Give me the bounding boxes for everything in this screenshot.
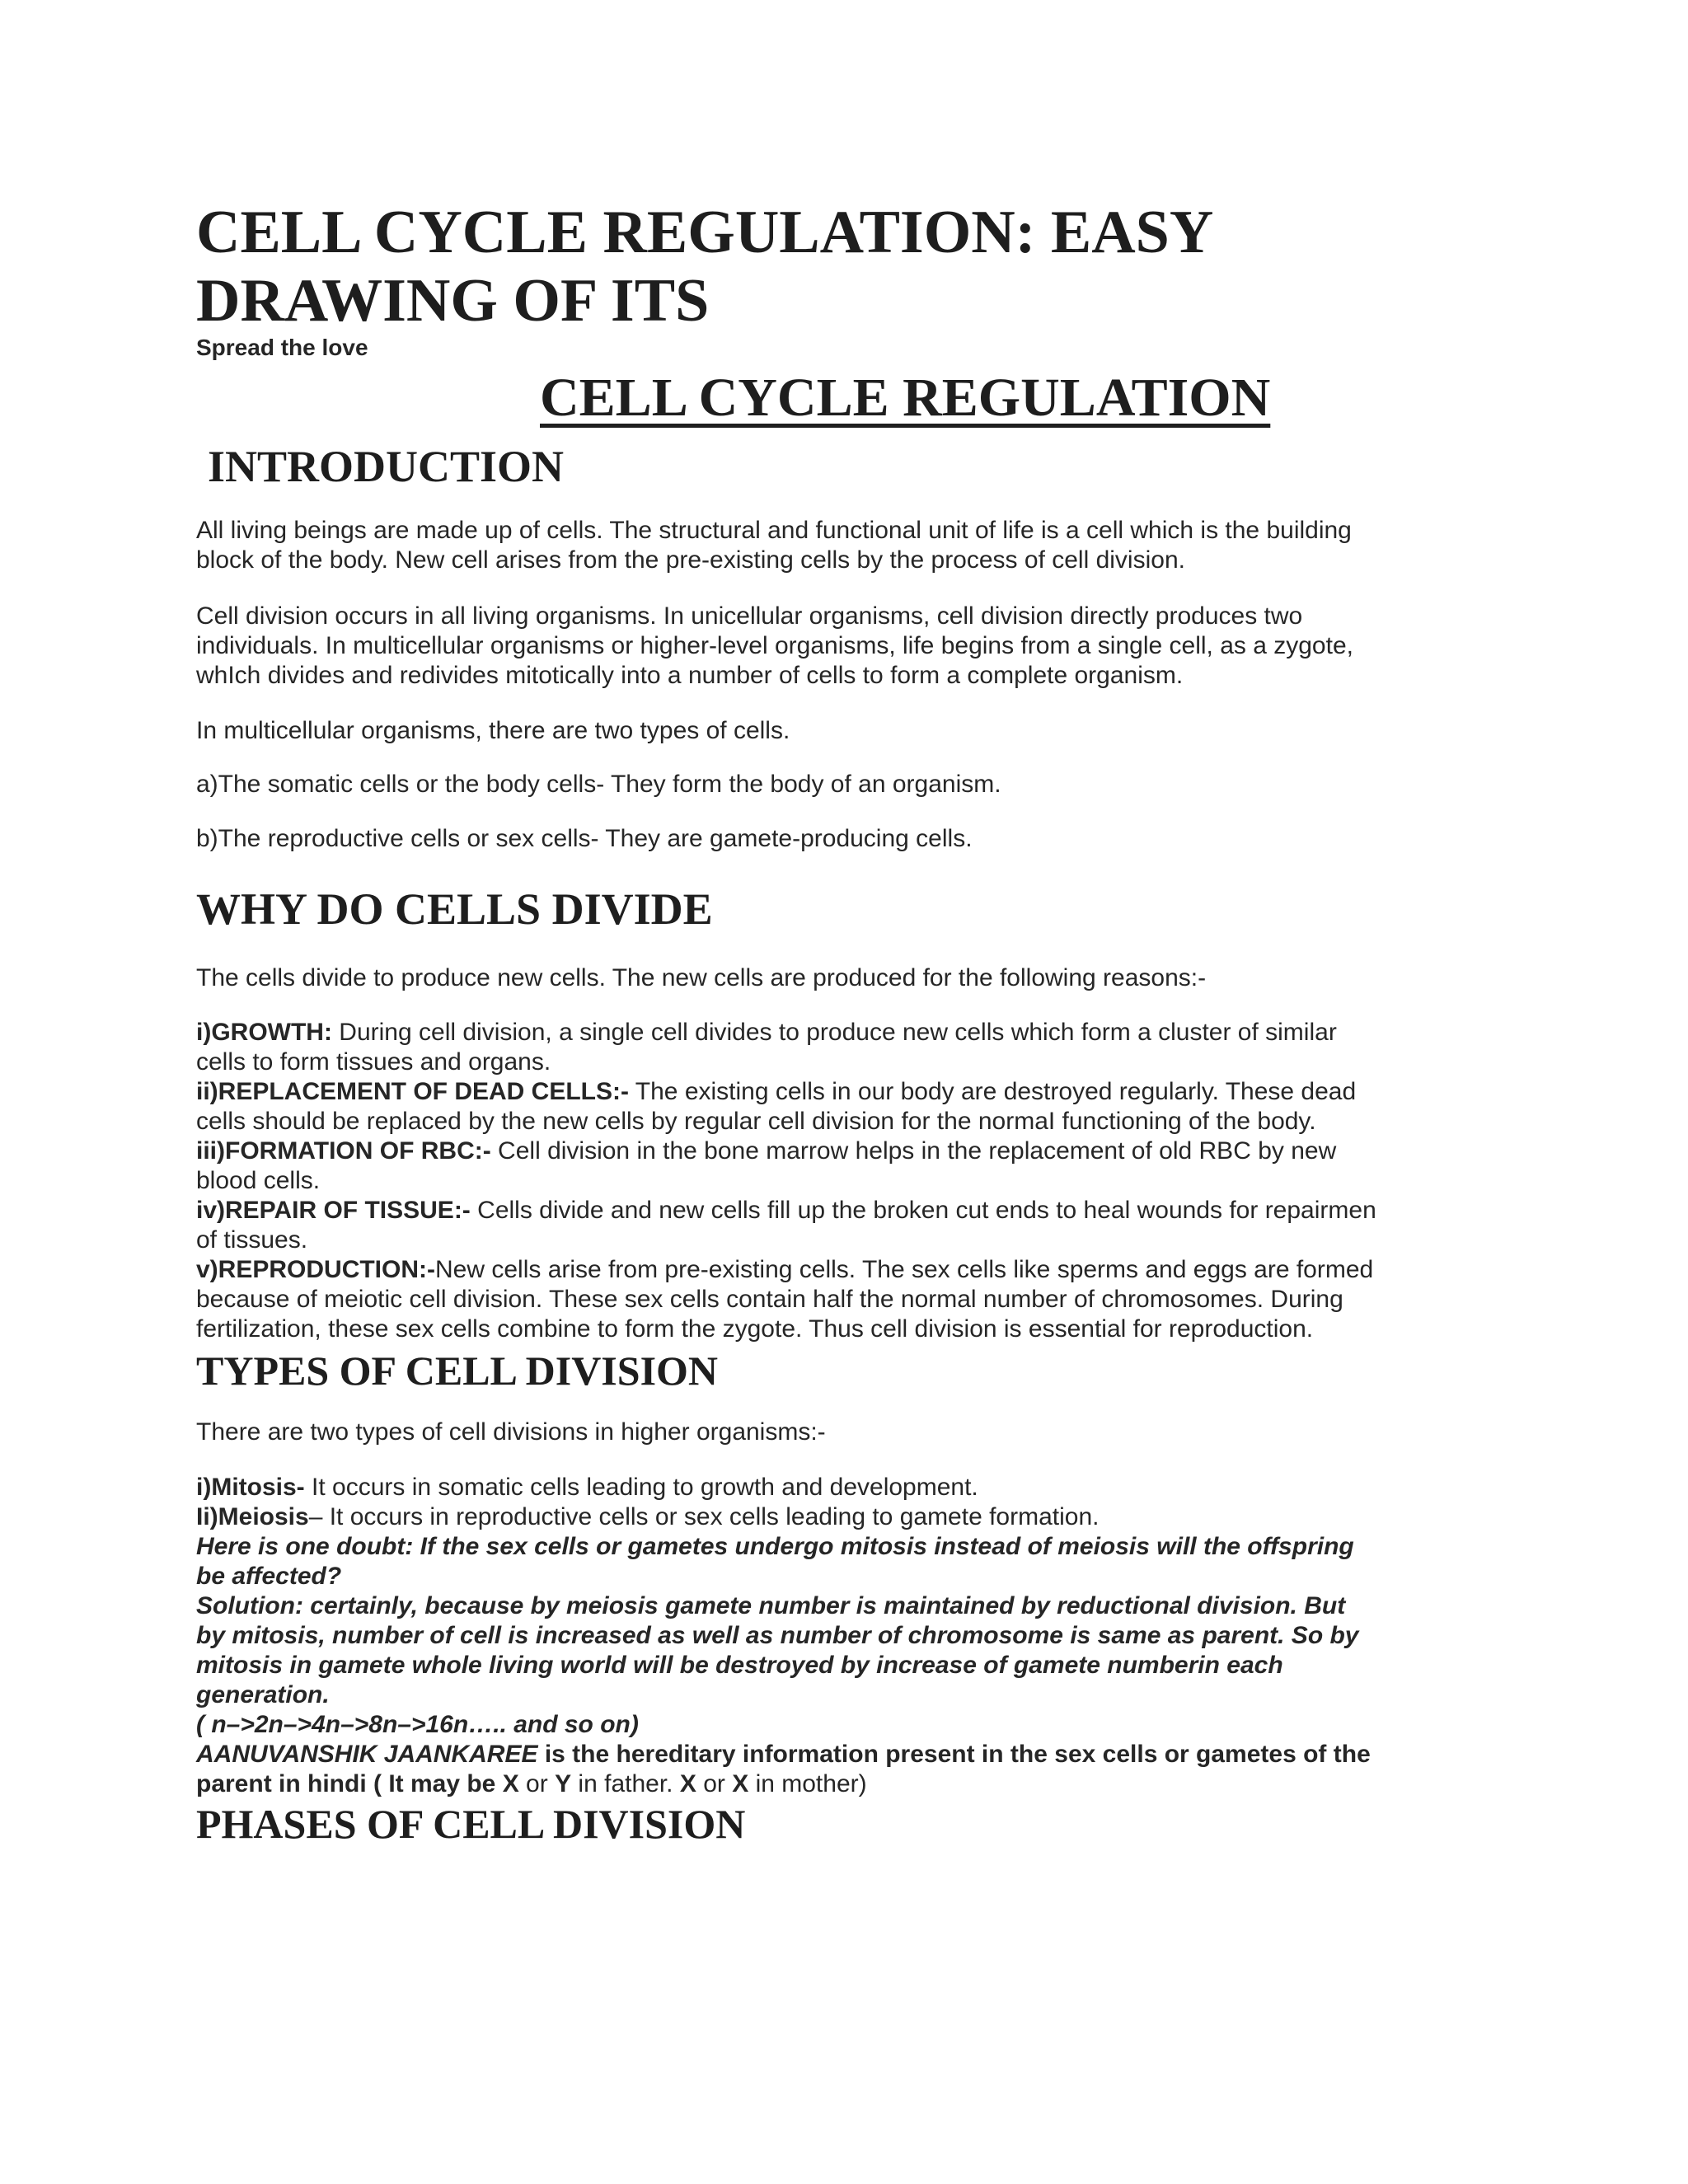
types-lead-paragraph: There are two types of cell divisions in higher organisms:-	[196, 1418, 826, 1446]
introduction-heading: INTRODUCTION	[208, 442, 565, 491]
reproduction-item-line-3: fertilization, these sex cells combine to form the zygote. Thus cell division is essential for reproduction.	[196, 1315, 1314, 1343]
document-title-line-2: DRAWING OF ITS	[196, 267, 710, 335]
document-title-line-1: CELL CYCLE REGULATION: EASY	[196, 199, 1214, 266]
aanuvanshik-or-2: or	[696, 1770, 733, 1797]
reproduction-item-line-2: because of meiotic cell division. These sex cells contain half the normal number of chromosomes. During	[196, 1286, 1343, 1313]
rbc-item-line-1	[196, 1137, 1336, 1166]
aanuvanshik-x-1: X	[679, 1770, 696, 1797]
intro-paragraph-3: In multicellular organisms, there are two types of cells.	[196, 717, 790, 744]
aanuvanshik-x-2: X	[732, 1770, 749, 1797]
aanuvanshik-label: AANUVANSHIK JAANKAREE	[196, 1741, 538, 1768]
solution-line-2: by mitosis, number of cell is increased as well as number of chromosome is same as parent. So by	[196, 1622, 1359, 1649]
why-do-cells-divide-heading: WHY DO CELLS DIVIDE	[196, 884, 713, 934]
meiosis-text: – It occurs in reproductive cells or sex cells leading to gamete formation.	[308, 1503, 1100, 1530]
solution-line-1: Solution: certainly, because by meiosis gamete number is maintained by reductional division. But	[196, 1592, 1346, 1619]
intro-paragraph-2-line-1: Cell division occurs in all living organisms. In unicellular organisms, cell division directly produces two	[196, 602, 1303, 630]
aanuvanshik-line-1	[196, 1740, 1371, 1769]
intro-paragraph-4: a)The somatic cells or the body cells- They form the body of an organism.	[196, 771, 1001, 798]
intro-paragraph-2-line-3: whIch divides and redivides mitotically into a number of cells to form a complete organism.	[196, 662, 1184, 689]
reproduction-label: v)REPRODUCTION:-	[196, 1256, 435, 1283]
aanuvanshik-text: is the hereditary information present in the sex cells or gametes of the	[537, 1741, 1371, 1768]
growth-label: i)GROWTH:	[196, 1019, 332, 1046]
mitosis-item	[196, 1473, 978, 1502]
solution-line-4: generation.	[196, 1681, 330, 1708]
aanuvanshik-mother: in mother)	[748, 1770, 867, 1797]
growth-item-line-2: cells to form tissues and organs.	[196, 1048, 551, 1076]
mitosis-text: It occurs in somatic cells leading to growth and development.	[304, 1474, 978, 1501]
intro-paragraph-1-line-1: All living beings are made up of cells. The structural and functional unit of life is a cell which is the building	[196, 517, 1352, 544]
aanuvanshik-parent-text: parent in hindi ( It may be X	[196, 1770, 519, 1797]
repair-text: Cells divide and new cells fill up the broken cut ends to heal wounds for repairmen	[470, 1197, 1376, 1224]
replacement-text: The existing cells in our body are destroyed regularly. These dead	[629, 1078, 1357, 1105]
aanuvanshik-or-1: or	[518, 1770, 556, 1797]
intro-paragraph-2-line-2: individuals. In multicellular organisms or higher-level organisms, life begins from a single cell, as a zygote,	[196, 632, 1353, 659]
types-of-cell-division-heading: TYPES OF CELL DIVISION	[196, 1347, 719, 1394]
growth-text: During cell division, a single cell divides to produce new cells which form a cluster of similar	[331, 1019, 1337, 1046]
reproduction-item-line-1	[196, 1255, 1373, 1285]
doubt-line-1: Here is one doubt: If the sex cells or gametes undergo mitosis instead of meiosis will the offspring	[196, 1533, 1354, 1560]
mitosis-label: i)Mitosis-	[196, 1474, 305, 1501]
rbc-label: iii)FORMATION OF RBC:-	[196, 1137, 491, 1165]
intro-paragraph-5: b)The reproductive cells or sex cells- They are gamete-producing cells.	[196, 825, 973, 852]
replacement-label: ii)REPLACEMENT OF DEAD CELLS:-	[196, 1078, 629, 1105]
spread-the-love-label: Spread the love	[196, 335, 368, 360]
aanuvanshik-line-2	[196, 1769, 867, 1799]
replacement-item-line-1	[196, 1077, 1356, 1107]
aanuvanshik-father: in father.	[571, 1770, 680, 1797]
meiosis-item	[196, 1502, 1100, 1532]
rbc-item-line-2: blood cells.	[196, 1167, 321, 1194]
chromosome-series: ( n–>2n–>4n–>8n–>16n….. and so on)	[196, 1711, 639, 1738]
intro-paragraph-1-line-2: block of the body. New cell arises from the pre-existing cells by the process of cell division.	[196, 546, 1185, 574]
phases-of-cell-division-heading: PHASES OF CELL DIVISION	[196, 1801, 746, 1847]
doubt-line-2: be affected?	[196, 1563, 342, 1590]
aanuvanshik-y: Y	[555, 1770, 572, 1797]
rbc-text: Cell division in the bone marrow helps in the replacement of old RBC by new	[490, 1137, 1337, 1165]
reproduction-text: New cells arise from pre-existing cells. The sex cells like sperms and eggs are formed	[435, 1256, 1374, 1283]
solution-line-3: mitosis in gamete whole living world will be destroyed by increase of gamete numberin each	[196, 1652, 1283, 1679]
repair-label: iv)REPAIR OF TISSUE:-	[196, 1197, 471, 1224]
meiosis-label: Ii)Meiosis	[196, 1503, 309, 1530]
repair-item-line-1	[196, 1196, 1376, 1226]
why-lead-paragraph: The cells divide to produce new cells. The new cells are produced for the following reasons:-	[196, 964, 1207, 991]
repair-item-line-2: of tissues.	[196, 1226, 308, 1254]
replacement-item-line-2: cells should be replaced by the new cells by regular cell division for the normaI functioning of the body.	[196, 1108, 1316, 1135]
main-heading: CELL CYCLE REGULATION	[540, 368, 1271, 428]
growth-item-line-1	[196, 1018, 1337, 1047]
